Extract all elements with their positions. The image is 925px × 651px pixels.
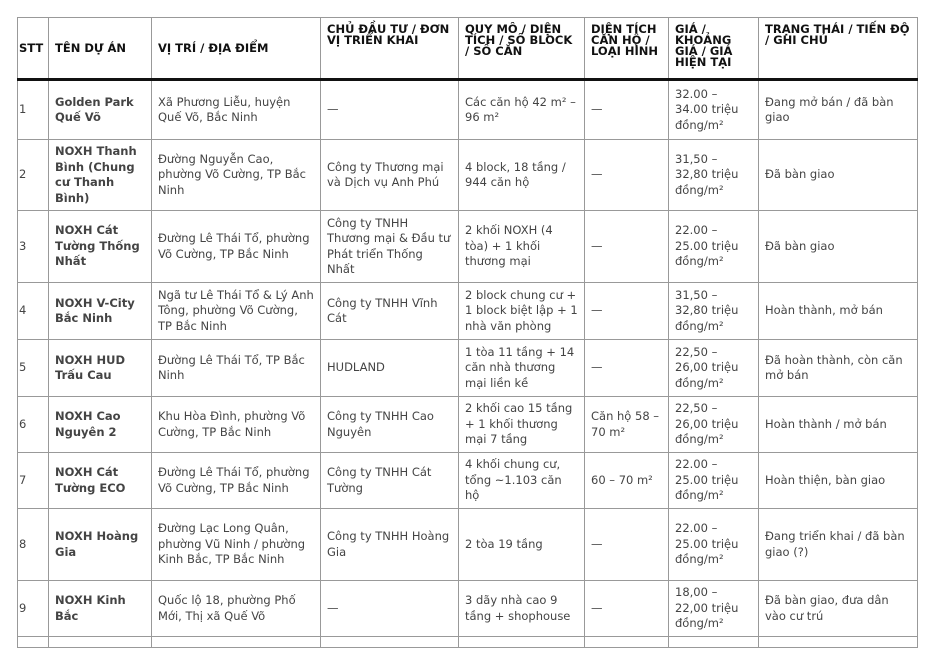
cell-investor: Công ty TNHH Thương mại & Đầu tư Phát triển Thống Nhất (321, 211, 459, 283)
cell-stt: 3 (18, 211, 49, 283)
cell-status: Hoàn thành / mở bán (759, 397, 918, 453)
cell-stt: 1 (18, 80, 49, 140)
cell-empty (321, 637, 459, 648)
cell-price: 22,50 – 26,00 triệu đồng/m² (669, 340, 759, 397)
cell-name: NOXH Cát Tường Thống Nhất (49, 211, 152, 283)
cell-status: Đã bàn giao (759, 211, 918, 283)
cell-name: NOXH Hoàng Gia (49, 509, 152, 581)
cell-scale: 2 khối cao 15 tầng + 1 khối thương mại 7 tầng (459, 397, 585, 453)
cell-area: — (585, 80, 669, 140)
header-status: TRẠNG THÁI / TIẾN ĐỘ / GHI CHÚ (759, 18, 918, 80)
cell-stt: 4 (18, 283, 49, 340)
cell-status: Đã bàn giao, đưa dân vào cư trú (759, 581, 918, 637)
cell-location: Khu Hòa Đình, phường Võ Cường, TP Bắc Ninh (152, 397, 321, 453)
cell-area: — (585, 140, 669, 211)
cell-area: 60 – 70 m² (585, 453, 669, 509)
cell-stt: 5 (18, 340, 49, 397)
table-row (18, 453, 918, 509)
cell-location: Đường Lê Thái Tổ, phường Võ Cường, TP Bắc Ninh (152, 211, 321, 283)
cell-price: 32.00 – 34.00 triệu đồng/m² (669, 80, 759, 140)
cell-stt: 2 (18, 140, 49, 211)
cell-name: NOXH Cao Nguyên 2 (49, 397, 152, 453)
cell-investor: HUDLAND (321, 340, 459, 397)
cell-scale: 2 khối NOXH (4 tòa) + 1 khối thương mại (459, 211, 585, 283)
cell-scale: 4 block, 18 tầng / 944 căn hộ (459, 140, 585, 211)
cell-status: Đang triển khai / đã bàn giao (?) (759, 509, 918, 581)
cell-area: — (585, 211, 669, 283)
header-area: DIỆN TÍCH CĂN HỘ / LOẠI HÌNH (585, 18, 669, 80)
table-row (18, 509, 918, 581)
cell-empty (459, 637, 585, 648)
table-row (18, 397, 918, 453)
cell-price: 22.00 – 25.00 triệu đồng/m² (669, 453, 759, 509)
cell-price: 31,50 – 32,80 triệu đồng/m² (669, 283, 759, 340)
cell-location: Quốc lộ 18, phường Phố Mới, Thị xã Quế Võ (152, 581, 321, 637)
cell-area: Căn hộ 58 – 70 m² (585, 397, 669, 453)
cell-scale: 1 tòa 11 tầng + 14 căn nhà thương mại liền kề (459, 340, 585, 397)
cell-empty (152, 637, 321, 648)
table-row (18, 283, 918, 340)
header-scale: QUY MÔ / DIỆN TÍCH / SỐ BLOCK / SỐ CĂN (459, 18, 585, 80)
header-name: TÊN DỰ ÁN (49, 18, 152, 80)
cell-scale: 3 dãy nhà cao 9 tầng + shophouse (459, 581, 585, 637)
cell-price: 22.00 – 25.00 triệu đồng/m² (669, 211, 759, 283)
cell-stt: 8 (18, 509, 49, 581)
cell-location: Xã Phương Liễu, huyện Quế Võ, Bắc Ninh (152, 80, 321, 140)
cell-status: Đã bàn giao (759, 140, 918, 211)
cell-location: Đường Nguyễn Cao, phường Võ Cường, TP Bắc Ninh (152, 140, 321, 211)
header-stt: STT (18, 18, 49, 80)
cell-scale: 4 khối chung cư, tổng ~1.103 căn hộ (459, 453, 585, 509)
table-row (18, 340, 918, 397)
cell-price: 31,50 – 32,80 triệu đồng/m² (669, 140, 759, 211)
cell-location: Đường Lê Thái Tổ, phường Võ Cường, TP Bắc Ninh (152, 453, 321, 509)
cell-location: Đường Lạc Long Quân, phường Vũ Ninh / phường Kinh Bắc, TP Bắc Ninh (152, 509, 321, 581)
cell-empty (669, 637, 759, 648)
table-row (18, 80, 918, 140)
table-row (18, 581, 918, 637)
cell-status: Đang mở bán / đã bàn giao (759, 80, 918, 140)
cell-empty (49, 637, 152, 648)
cell-location: Đường Lê Thái Tổ, TP Bắc Ninh (152, 340, 321, 397)
cell-name: NOXH Cát Tường ECO (49, 453, 152, 509)
cell-investor: — (321, 581, 459, 637)
cell-price: 22.00 – 25.00 triệu đồng/m² (669, 509, 759, 581)
cell-investor: — (321, 80, 459, 140)
projects-table (17, 17, 918, 648)
cell-investor: Công ty TNHH Cát Tường (321, 453, 459, 509)
cell-empty (18, 637, 49, 648)
cell-name: NOXH HUD Trấu Cau (49, 340, 152, 397)
cell-area: — (585, 581, 669, 637)
cell-investor: Công ty Thương mại và Dịch vụ Anh Phú (321, 140, 459, 211)
header-investor: CHỦ ĐẦU TƯ / ĐƠN VỊ TRIỂN KHAI (321, 18, 459, 80)
cell-stt: 6 (18, 397, 49, 453)
cell-status: Đã hoàn thành, còn căn mở bán (759, 340, 918, 397)
cell-status: Hoàn thành, mở bán (759, 283, 918, 340)
cell-investor: Công ty TNHH Vĩnh Cát (321, 283, 459, 340)
cell-stt: 7 (18, 453, 49, 509)
header-price: GIÁ / KHOẢNG GIÁ / GIÁ HIỆN TẠI (669, 18, 759, 80)
cell-status: Hoàn thiện, bàn giao (759, 453, 918, 509)
table-header-row (18, 18, 918, 80)
cell-scale: 2 tòa 19 tầng (459, 509, 585, 581)
cell-scale: Các căn hộ 42 m² – 96 m² (459, 80, 585, 140)
cell-investor: Công ty TNHH Cao Nguyên (321, 397, 459, 453)
cell-scale: 2 block chung cư + 1 block biệt lập + 1 nhà văn phòng (459, 283, 585, 340)
cell-area: — (585, 283, 669, 340)
table-row (18, 140, 918, 211)
cell-stt: 9 (18, 581, 49, 637)
cell-price: 18,00 – 22,00 triệu đồng/m² (669, 581, 759, 637)
cell-name: NOXH V-City Bắc Ninh (49, 283, 152, 340)
cell-investor: Công ty TNHH Hoàng Gia (321, 509, 459, 581)
cell-location: Ngã tư Lê Thái Tổ & Lý Anh Tông, phường Võ Cường, TP Bắc Ninh (152, 283, 321, 340)
table-row (18, 211, 918, 283)
cell-price: 22,50 – 26,00 triệu đồng/m² (669, 397, 759, 453)
cell-name: Golden Park Quế Võ (49, 80, 152, 140)
cell-empty (585, 637, 669, 648)
cell-empty (759, 637, 918, 648)
cell-area: — (585, 509, 669, 581)
table-row-partial (18, 637, 918, 648)
cell-name: NOXH Kinh Bắc (49, 581, 152, 637)
cell-area: — (585, 340, 669, 397)
projects-table-container (17, 17, 917, 648)
cell-name: NOXH Thanh Bình (Chung cư Thanh Bình) (49, 140, 152, 211)
header-location: VỊ TRÍ / ĐỊA ĐIỂM (152, 18, 321, 80)
